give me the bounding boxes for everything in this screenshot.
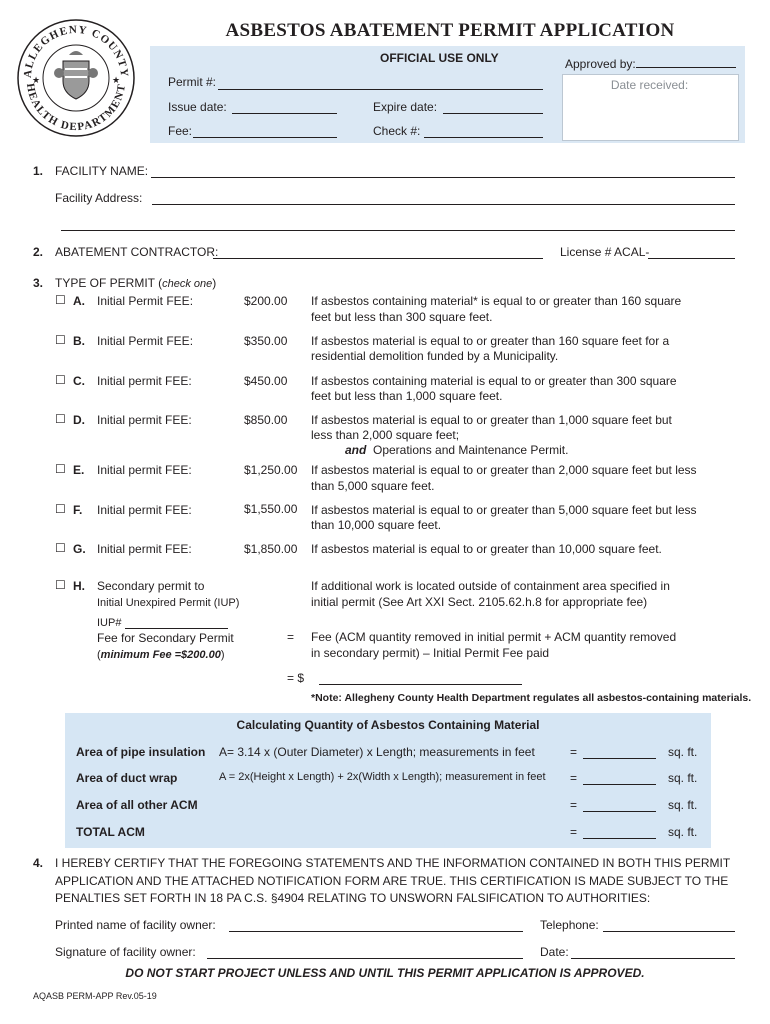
permit-d-desc-2: less than 2,000 square feet; (311, 428, 460, 442)
permit-b-desc-1: If asbestos material is equal to or greater than 160 square feet for a (311, 334, 670, 348)
seal-top-text: ALLEGHENY COUNTY (21, 23, 131, 79)
permit-number-label: Permit #: (168, 75, 217, 89)
permit-h-desc-1: If additional work is located outside of containment area specified in (311, 579, 670, 593)
permit-d-desc-1: If asbestos material is equal to or greater than 1,000 square feet but (311, 413, 672, 427)
permit-b-checkbox[interactable]: ☐ (55, 333, 66, 347)
permit-f-letter: F. (73, 503, 83, 517)
facility-name-label: FACILITY NAME: (55, 164, 149, 178)
permit-h-sub: Initial Unexpired Permit (IUP) (97, 597, 240, 609)
facility-address-label: Facility Address: (55, 191, 143, 205)
permit-e-desc-2: than 5,000 square feet. (311, 479, 435, 493)
permit-g-desc-1: If asbestos material is equal to or greater than 10,000 square feet. (311, 542, 662, 556)
certification-line-1: I HEREBY CERTIFY THAT THE FOREGOING STATEMENTS AND THE INFORMATION CONTAINED IN BOTH THIS PERMIT (55, 856, 731, 870)
permit-b-letter: B. (73, 334, 85, 348)
permit-f-label: Initial permit FEE: (97, 503, 192, 517)
permit-e-desc-1: If asbestos material is equal to or greater than 2,000 square feet but less (311, 463, 697, 477)
license-label: License # ACAL- (560, 245, 650, 259)
permit-h-label: Secondary permit to (97, 579, 205, 593)
secondary-fee-desc-2: in secondary permit) – Initial Permit Fee paid (311, 646, 550, 660)
date-label: Date: (540, 945, 569, 959)
date-received-label: Date received: (610, 78, 689, 92)
secondary-fee-desc-1: Fee (ACM quantity removed in initial permit + ACM quantity removed (311, 630, 677, 644)
permit-g-label: Initial permit FEE: (97, 542, 192, 556)
check-number-label: Check #: (373, 124, 421, 138)
form-revision: AQASB PERM-APP Rev.05-19 (33, 991, 157, 1001)
facility-address-field-2[interactable] (61, 230, 735, 231)
other-acm-unit: sq. ft. (668, 798, 698, 812)
permit-d-checkbox[interactable]: ☐ (55, 412, 66, 426)
permit-g-letter: G. (73, 542, 86, 556)
section-4-number: 4. (33, 856, 44, 870)
facility-name-field[interactable] (151, 177, 735, 178)
permit-c-checkbox[interactable]: ☐ (55, 373, 66, 387)
contractor-label: ABATEMENT CONTRACTOR: (55, 245, 219, 259)
permit-d-label: Initial permit FEE: (97, 413, 192, 427)
permit-a-desc-1: If asbestos containing material* is equal to or greater than 160 square (311, 294, 682, 308)
permit-c-desc-1: If asbestos containing material is equal to or greater than 300 square (311, 374, 677, 388)
form-title: ASBESTOS ABATEMENT PERMIT APPLICATION (225, 20, 675, 41)
contractor-field[interactable] (213, 258, 543, 259)
official-use-heading: OFFICIAL USE ONLY (380, 51, 499, 65)
permit-a-letter: A. (73, 294, 85, 308)
permit-e-letter: E. (73, 463, 85, 477)
signature-field[interactable] (207, 958, 523, 959)
secondary-fee-label: Fee for Secondary Permit (97, 631, 234, 645)
pipe-insulation-equals: = (570, 745, 578, 759)
pipe-insulation-field[interactable] (583, 758, 656, 759)
permit-a-label: Initial Permit FEE: (97, 294, 194, 308)
section-3-number: 3. (33, 276, 44, 290)
permit-a-checkbox[interactable]: ☐ (55, 293, 66, 307)
secondary-fee-total-field[interactable] (319, 684, 522, 685)
approved-by-field[interactable] (636, 67, 736, 68)
permit-d-desc-3: Operations and Maintenance Permit. (373, 443, 569, 457)
printed-name-field[interactable] (229, 931, 523, 932)
printed-name-label: Printed name of facility owner: (55, 918, 216, 932)
permit-e-checkbox[interactable]: ☐ (55, 462, 66, 476)
issue-date-field[interactable] (232, 113, 337, 114)
permit-number-field[interactable] (218, 89, 543, 90)
total-acm-label: TOTAL ACM (76, 825, 145, 839)
acm-calculation-title: Calculating Quantity of Asbestos Containing Material (236, 718, 540, 732)
permit-c-letter: C. (73, 374, 85, 388)
duct-wrap-formula: A = 2x(Height x Length) + 2x(Width x Length); measurement in feet (219, 771, 546, 783)
other-acm-label: Area of all other ACM (76, 798, 198, 812)
duct-wrap-label: Area of duct wrap (76, 771, 178, 785)
telephone-label: Telephone: (540, 918, 599, 932)
secondary-fee-equals: = (287, 630, 295, 644)
svg-text:★: ★ (112, 75, 121, 85)
fee-label: Fee: (168, 124, 193, 138)
regulation-note: *Note: Allegheny County Health Department regulates all asbestos-containing materials. (311, 692, 752, 704)
permit-d-letter: D. (73, 413, 85, 427)
section-2-number: 2. (33, 245, 44, 259)
permit-b-label: Initial Permit FEE: (97, 334, 194, 348)
minimum-fee-note: (minimum Fee =$200.00) (97, 649, 225, 661)
permit-f-desc-1: If asbestos material is equal to or greater than 5,000 square feet but less (311, 503, 697, 517)
facility-address-field[interactable] (152, 204, 735, 205)
approved-by-label: Approved by: (565, 57, 636, 71)
total-acm-field[interactable] (583, 838, 656, 839)
permit-h-letter: H. (73, 579, 85, 593)
permit-f-fee: $1,550.00 (244, 502, 298, 516)
permit-d-fee: $850.00 (244, 413, 288, 427)
permit-g-fee: $1,850.00 (244, 542, 298, 556)
other-acm-field[interactable] (583, 811, 656, 812)
pipe-insulation-label: Area of pipe insulation (76, 745, 206, 759)
duct-wrap-field[interactable] (583, 784, 656, 785)
permit-a-fee: $200.00 (244, 294, 288, 308)
permit-e-label: Initial permit FEE: (97, 463, 192, 477)
signature-label: Signature of facility owner: (55, 945, 196, 959)
pipe-insulation-formula: A= 3.14 x (Outer Diameter) x Length; measurements in feet (219, 745, 535, 759)
check-number-field[interactable] (424, 137, 543, 138)
permit-c-label: Initial permit FEE: (97, 374, 192, 388)
certification-line-3: PENALTIES SET FORTH IN 18 PA C.S. §4904 RELATING TO UNSWORN FALSIFICATION TO AUTHORITIES: (55, 891, 651, 905)
section-1-number: 1. (33, 164, 44, 178)
health-department-seal (15, 17, 137, 139)
total-acm-equals: = (570, 825, 578, 839)
svg-text:★: ★ (32, 75, 41, 85)
fee-field[interactable] (193, 137, 337, 138)
permit-c-fee: $450.00 (244, 374, 288, 388)
duct-wrap-unit: sq. ft. (668, 771, 698, 785)
issue-date-label: Issue date: (168, 100, 227, 114)
pipe-insulation-unit: sq. ft. (668, 745, 698, 759)
permit-f-desc-2: than 10,000 square feet. (311, 518, 442, 532)
total-acm-unit: sq. ft. (668, 825, 698, 839)
seal-bottom-text: HEALTH DEPARTMENT (23, 82, 129, 134)
license-field[interactable] (648, 258, 735, 259)
approval-warning: DO NOT START PROJECT UNLESS AND UNTIL THIS PERMIT APPLICATION IS APPROVED. (125, 966, 645, 980)
permit-b-desc-2: residential demolition funded by a Municipality. (311, 349, 559, 363)
certification-line-2: APPLICATION AND THE ATTACHED NOTIFICATION FORM ARE TRUE. THIS CERTIFICATION IS MADE SUBJECT TO THE (55, 874, 729, 888)
iup-field[interactable] (125, 628, 228, 629)
permit-c-desc-2: feet but less than 1,000 square feet. (311, 389, 503, 403)
permit-d-and: and (345, 443, 367, 457)
permit-g-checkbox[interactable]: ☐ (55, 541, 66, 555)
permit-e-fee: $1,250.00 (244, 463, 298, 477)
permit-type-heading: TYPE OF PERMIT (check one) (55, 276, 217, 290)
secondary-fee-total-label: = $ (287, 671, 305, 685)
duct-wrap-equals: = (570, 771, 578, 785)
date-field[interactable] (571, 958, 735, 959)
expire-date-field[interactable] (443, 113, 543, 114)
permit-h-checkbox[interactable]: ☐ (55, 578, 66, 592)
permit-h-desc-2: initial permit (See Art XXI Sect. 2105.62.h.8 for appropriate fee) (311, 595, 648, 609)
permit-b-fee: $350.00 (244, 334, 288, 348)
expire-date-label: Expire date: (373, 100, 438, 114)
other-acm-equals: = (570, 798, 578, 812)
telephone-field[interactable] (603, 931, 735, 932)
iup-label: IUP# (97, 617, 122, 629)
permit-f-checkbox[interactable]: ☐ (55, 502, 66, 516)
permit-a-desc-2: feet but less than 300 square feet. (311, 310, 493, 324)
